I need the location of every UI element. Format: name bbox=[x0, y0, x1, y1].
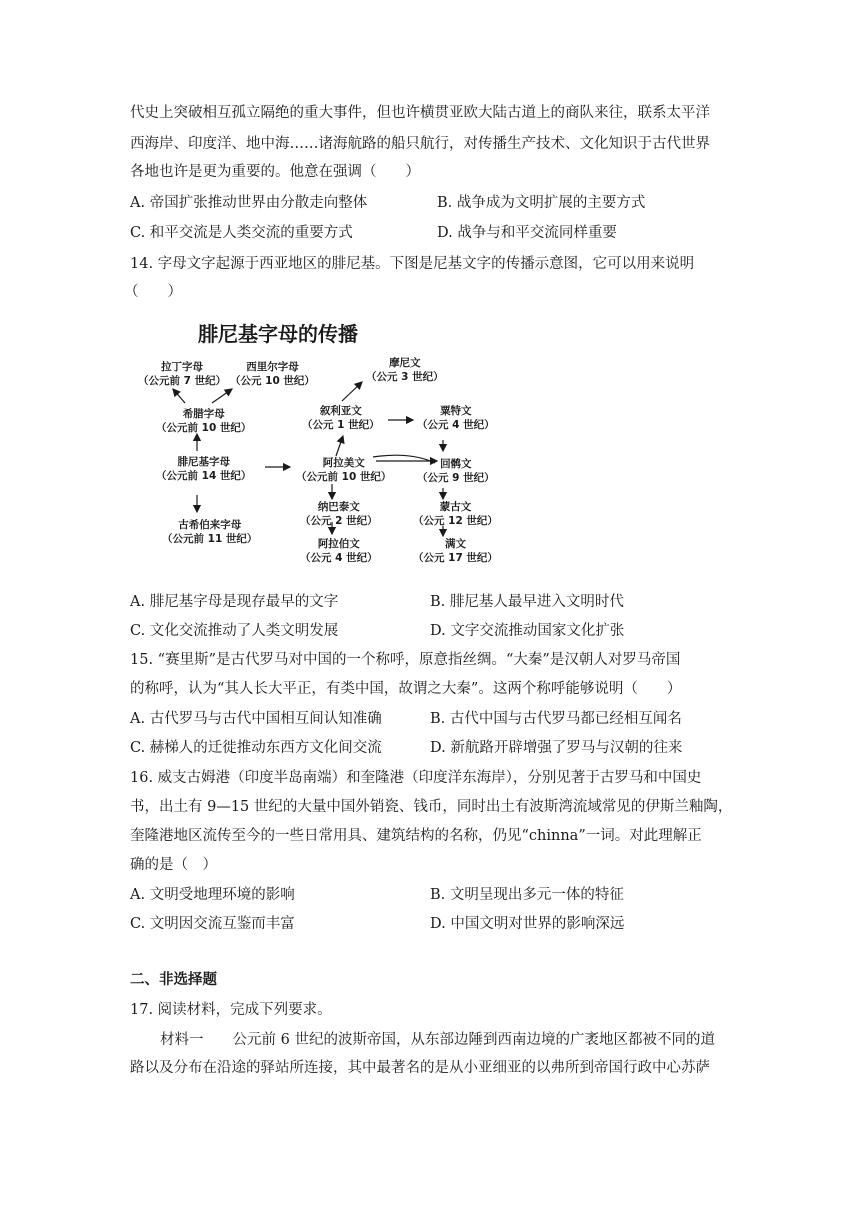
q15-option-c: C. 赫梯人的迁徙推动东西方文化间交流 bbox=[130, 740, 382, 756]
q15-stem-line-2: 的称呼，认为“其人长大平正，有类中国，故谓之大秦”。这两个称呼能够说明（ ） bbox=[130, 681, 682, 697]
node-arabic: 阿拉伯文 （公元 4 世纪） bbox=[300, 538, 378, 564]
q15-stem-line-1: 15. “赛里斯”是古代罗马对中国的一个称呼，原意指丝绸。“大秦”是汉朝人对罗马帝国 bbox=[130, 652, 681, 668]
node-aramaic: 阿拉美文 （公元前 10 世纪） bbox=[296, 457, 392, 483]
diagram-title: 腓尼基字母的传播 bbox=[198, 322, 358, 346]
arrow-greek-to-latin bbox=[173, 389, 185, 403]
q14-option-d: D. 文字交流推动国家文化扩张 bbox=[430, 623, 625, 639]
node-phoenician: 腓尼基字母 （公元前 14 世纪） bbox=[156, 456, 252, 482]
q16-stem-line-3: 奎隆港地区流传至今的一些日常用具、建筑结构的名称，仍见“chinna”一词。对此理解正 bbox=[130, 828, 702, 844]
q13-option-d: D. 战争与和平交流同样重要 bbox=[437, 225, 617, 241]
q17-stem: 17. 阅读材料，完成下列要求。 bbox=[130, 1002, 332, 1018]
node-syriac: 叙利亚文 （公元 1 世纪） bbox=[302, 405, 380, 431]
section-heading-non-choice: 二、非选择题 bbox=[130, 971, 217, 988]
node-manchu: 满文 （公元 17 世纪） bbox=[413, 538, 498, 564]
q17-material-1-line-2: 路以及分布在沿途的驿站所连接，其中最著名的是从小亚细亚的以弗所到帝国行政中心苏萨 bbox=[130, 1060, 710, 1076]
node-manichaean: 摩尼文 （公元 3 世纪） bbox=[366, 357, 444, 383]
q13-option-c: C. 和平交流是人类交流的重要方式 bbox=[130, 225, 353, 241]
q16-option-c: C. 文明因交流互鉴而丰富 bbox=[130, 916, 295, 932]
q14-option-a: A. 腓尼基字母是现存最早的文字 bbox=[130, 594, 339, 610]
node-sogdian: 粟特文 （公元 4 世纪） bbox=[417, 405, 495, 431]
node-mongolian: 蒙古文 （公元 12 世纪） bbox=[413, 501, 498, 527]
arrow-aramaic-to-syriac bbox=[336, 436, 343, 456]
node-uyghur: 回鹘文 （公元 9 世纪） bbox=[417, 458, 495, 484]
q15-option-d: D. 新航路开辟增强了罗马与汉朝的往来 bbox=[430, 740, 683, 756]
q15-option-a: A. 古代罗马与古代中国相互间认知准确 bbox=[130, 711, 382, 727]
intro-line-3: 各地也许是更为重要的。他意在强调（ ） bbox=[130, 164, 420, 180]
q14-option-b: B. 腓尼基人最早进入文明时代 bbox=[430, 594, 624, 610]
q15-option-b: B. 古代中国与古代罗马都已经相互闻名 bbox=[430, 711, 682, 727]
arrow-syriac-to-manichaean bbox=[342, 382, 362, 401]
intro-line-2: 西海岸、印度洋、地中海……诸海航路的船只航行，对传播生产技术、文化知识于古代世界 bbox=[130, 136, 710, 152]
q16-stem-line-2: 书，出土有 9—15 世纪的大量中国外销瓷、钱币，同时出土有波斯湾流域常见的伊斯兰釉陶， bbox=[130, 799, 733, 815]
arrow-greek-to-cyrillic bbox=[212, 389, 232, 403]
q16-option-d: D. 中国文明对世界的影响深远 bbox=[430, 916, 625, 932]
node-latin: 拉丁字母 （公元前 7 世纪） bbox=[138, 361, 227, 387]
q17-material-1-line-1: 材料一 公元前 6 世纪的波斯帝国，从东部边陲到西南边境的广袤地区都被不同的道 bbox=[160, 1032, 715, 1048]
q14-stem-line-2: （ ） bbox=[124, 284, 182, 300]
q16-stem-line-4: 确的是（ ） bbox=[130, 857, 217, 873]
phoenician-alphabet-diagram bbox=[130, 318, 560, 578]
q16-stem-line-1: 16. 威支古姆港（印度半岛南端）和奎隆港（印度洋东海岸），分别见著于古罗马和中国史 bbox=[130, 770, 702, 786]
node-greek: 希腊字母 （公元前 10 世纪） bbox=[156, 408, 252, 434]
intro-line-1: 代史上突破相互孤立隔绝的重大事件，但也许横贯亚欧大陆古道上的商队来往，联系太平洋 bbox=[130, 105, 710, 121]
q13-option-a: A. 帝国扩张推动世界由分散走向整体 bbox=[130, 195, 368, 211]
node-nabataean: 纳巴泰文 （公元 2 世纪） bbox=[300, 501, 378, 527]
node-cyrillic: 西里尔字母 （公元 10 世纪） bbox=[230, 361, 315, 387]
q14-option-c: C. 文化交流推动了人类文明发展 bbox=[130, 623, 339, 639]
q13-option-b: B. 战争成为文明扩展的主要方式 bbox=[437, 195, 646, 211]
q16-option-b: B. 文明呈现出多元一体的特征 bbox=[430, 887, 624, 903]
q14-stem-line-1: 14. 字母文字起源于西亚地区的腓尼基。下图是尼基文字的传播示意图，它可以用来说明 bbox=[130, 256, 695, 272]
node-hebrew: 古希伯来字母 （公元前 11 世纪） bbox=[162, 519, 258, 545]
q16-option-a: A. 文明受地理环境的影响 bbox=[130, 887, 295, 903]
